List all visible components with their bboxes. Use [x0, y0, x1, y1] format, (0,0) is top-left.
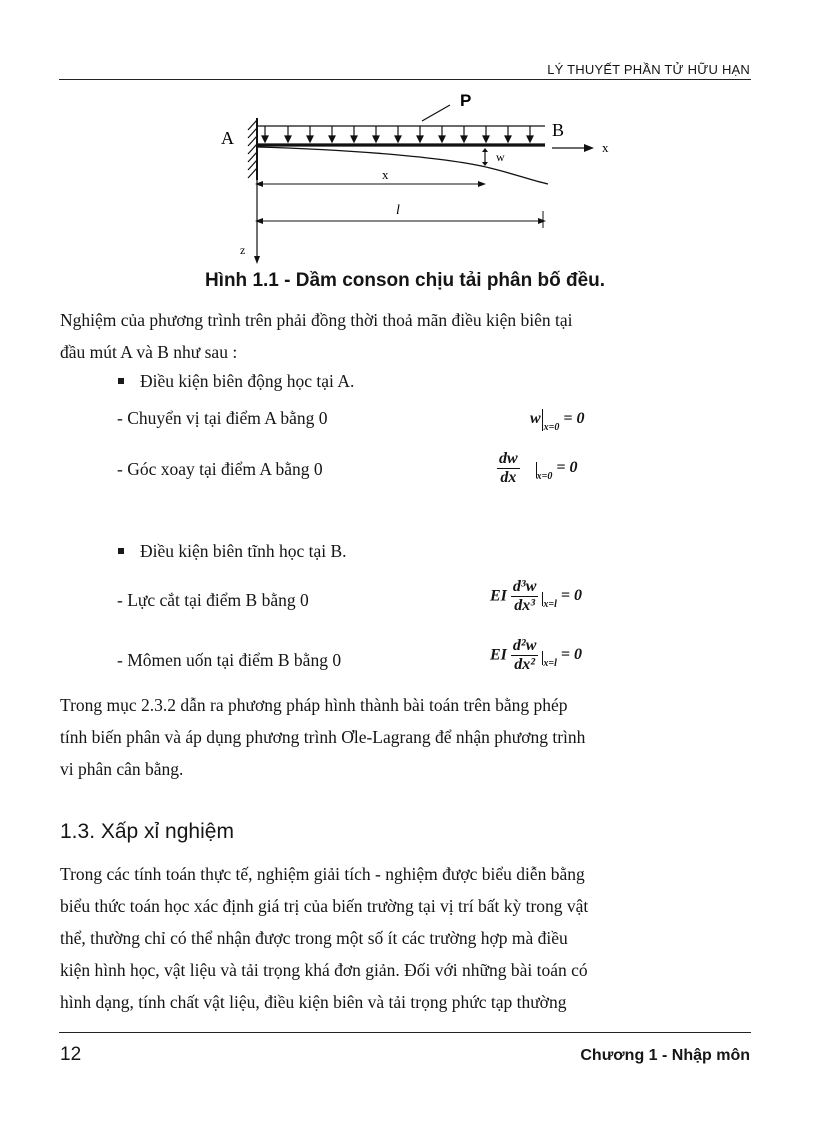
kinematic-heading — [118, 371, 354, 392]
load-label-p: P — [460, 91, 472, 110]
formula-shear: EI $\frac{\text{d³w}}{\text{dx³}}$ $_{x=l}$ = 0 — [490, 578, 582, 614]
page-number: 12 — [60, 1044, 82, 1065]
static-item-2: - Mômen uốn tại điểm B bằng 0 — [117, 650, 342, 670]
cantilever-beam-figure — [210, 88, 630, 268]
para2-line-3: vi phân cân bằng. — [60, 759, 184, 779]
distributed-load-arrows — [262, 126, 533, 142]
para3-line-1: Trong các tính toán thực tế, nghiệm giải tích - nghiệm được biểu diễn bằng — [60, 864, 585, 884]
formula-rotation: $\frac{dw}{dx}$ $_{x=0}$ = 0 — [499, 450, 578, 486]
para2-line-1: Trong mục 2.3.2 dẫn ra phương pháp hình thành bài toán trên bằng phép — [60, 695, 568, 715]
point-label-a: A — [221, 128, 234, 148]
axis-label-x: x — [602, 140, 609, 155]
para3-line-5: hình dạng, tính chất vật liệu, điều kiện biên và tải trọng phức tạp thường — [60, 992, 567, 1012]
kinematic-item-2: - Góc xoay tại điểm A bằng 0 — [117, 459, 323, 479]
intro-paragraph — [60, 304, 752, 368]
paragraph-approximation — [60, 858, 752, 1018]
bullet-icon — [118, 548, 124, 554]
static-item-1: - Lực cắt tại điểm B bằng 0 — [117, 590, 309, 610]
intro-line-2: đầu mút A và B như sau : — [60, 342, 238, 362]
para3-line-3: thể, thường chỉ có thể nhận được trong một số ít các trường hợp mà điều — [60, 928, 568, 948]
formula-displacement: $w_{x=0} = 0$ — [530, 410, 585, 433]
header-rule — [59, 79, 751, 80]
para2-line-2: tính biến phân và áp dụng phương trình Ơle-Lagrang để nhận phương trình — [60, 727, 586, 747]
figure-caption: Hình 1.1 - Dầm conson chịu tải phân bố đều. — [204, 270, 606, 291]
para3-line-4: kiện hình học, vật liệu và tải trọng khá đơn giản. Đối với những bài toán có — [60, 960, 588, 980]
point-label-b: B — [552, 120, 565, 140]
axis-label-z: z — [240, 243, 246, 257]
deflection-label-w: w — [496, 150, 505, 164]
para3-line-2: biểu thức toán học xác định giá trị của biến trường tại vị trí bất kỳ trong vật — [60, 896, 589, 916]
running-header: LÝ THUYẾT PHẦN TỬ HỮU HẠN — [547, 62, 750, 77]
fixed-support-hatch — [248, 120, 257, 178]
chapter-title: Chương 1 - Nhập môn — [580, 1047, 750, 1064]
static-heading-text: Điều kiện biên tĩnh học tại B. — [140, 541, 347, 561]
formula-moment: EI $\frac{\text{d²w}}{\text{dx²}}$ $_{x=l}$ = 0 — [490, 637, 582, 673]
bullet-icon — [118, 378, 124, 384]
static-heading — [118, 541, 347, 562]
dimension-label-x: x — [382, 167, 389, 182]
footer-rule — [59, 1032, 751, 1033]
kinematic-item-1: - Chuyển vị tại điểm A bằng 0 — [117, 408, 328, 428]
dimension-label-l: l — [396, 203, 400, 218]
kinematic-heading-text: Điều kiện biên động học tại A. — [140, 371, 355, 391]
section-heading: 1.3. Xấp xỉ nghiệm — [60, 820, 234, 843]
intro-line-1: Nghiệm của phương trình trên phải đồng thời thoả mãn điều kiện biên tại — [60, 310, 573, 330]
paragraph-variational — [60, 689, 752, 785]
